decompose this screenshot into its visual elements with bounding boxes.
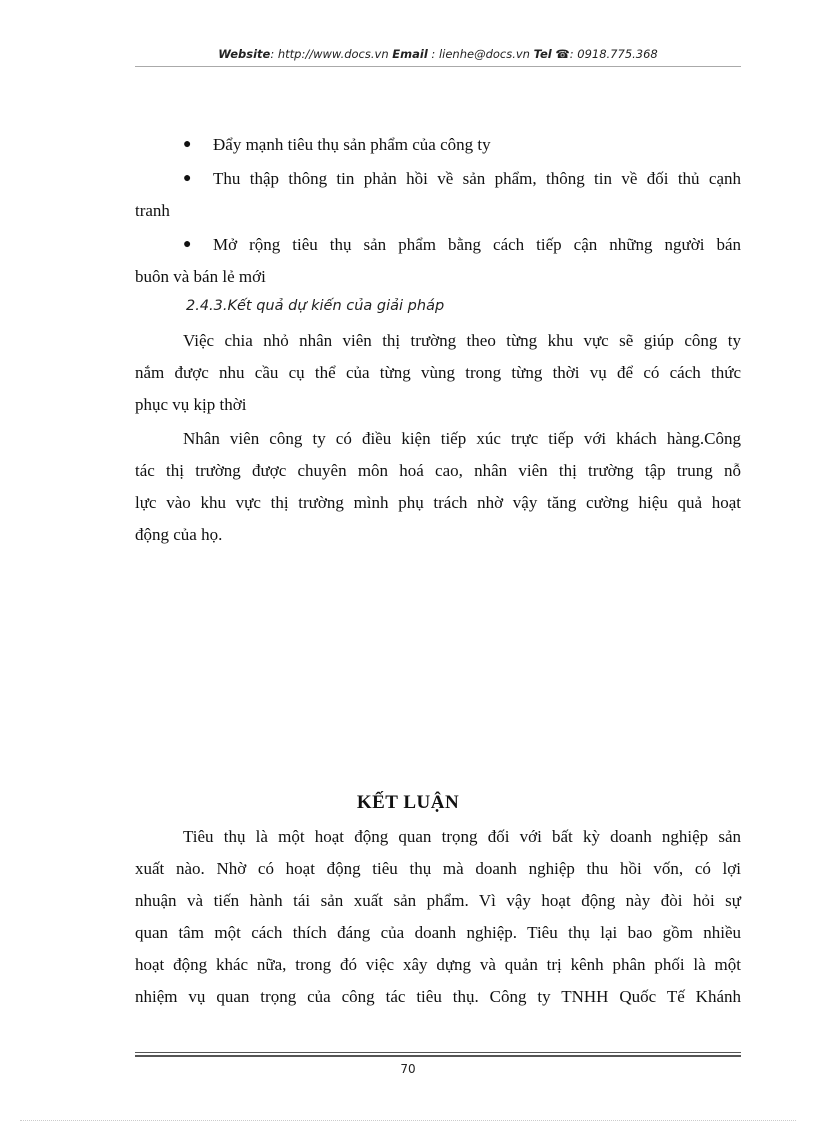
header-rule [135, 66, 741, 67]
page-edge [20, 1120, 796, 1121]
bullet-line: Thu thập thông tin phản hồi về sản phẩm, thông tin về đối thủ cạnh [213, 169, 741, 188]
website-value: : http://www.docs.vn [270, 47, 389, 61]
text-line: động của họ. [135, 525, 223, 544]
phone-icon: ☎ [555, 47, 570, 61]
text-line: nhuận và tiến hành tái sản xuất sản phẩm. Vì vậy hoạt động này đòi hỏi sự [135, 891, 741, 910]
bullet-icon: ● [183, 237, 192, 252]
text-line: nắm được nhu cầu cụ thể của từng vùng trong từng thời vụ để có cách thức [135, 363, 741, 382]
footer-rule [135, 1055, 741, 1057]
text-line: nhiệm vụ quan trọng của công tác tiêu thụ. Công ty TNHH Quốc Tế Khánh [135, 987, 741, 1006]
text-line: lực vào khu vực thị trường mình phụ trách nhờ vậy tăng cường hiệu quả hoạt [135, 493, 741, 512]
bullet-line-cont: tranh [135, 201, 170, 220]
conclusion-title: KẾT LUẬN [356, 792, 460, 813]
page-number: 70 [400, 1062, 416, 1076]
website-label: Website [218, 47, 271, 61]
bullet-icon: ● [183, 171, 192, 186]
text-line: phục vụ kịp thời [135, 395, 247, 414]
text-line: Tiêu thụ là một hoạt động quan trọng đối với bất kỳ doanh nghiệp sản [183, 827, 741, 846]
email-value: : lienhe@docs.vn [431, 47, 530, 61]
bullet-line: Đẩy mạnh tiêu thụ sản phẩm của công ty [213, 135, 491, 154]
bullet-icon: ● [183, 137, 192, 152]
tel-value: : 0918.775.368 [569, 47, 658, 61]
text-line: Việc chia nhỏ nhân viên thị trường theo từng khu vực sẽ giúp công ty [183, 331, 741, 350]
email-label: Email [392, 47, 428, 61]
text-line: quan tâm một cách thích đáng của doanh nghiệp. Tiêu thụ lại bao gồm nhiều [135, 923, 741, 942]
bullet-line: Mở rộng tiêu thụ sản phẩm bằng cách tiếp cận những người bán [213, 235, 741, 254]
page-header [135, 47, 741, 67]
bullet-line-cont: buôn và bán lẻ mới [135, 267, 266, 286]
text-line: tác thị trường được chuyên môn hoá cao, nhân viên thị trường tập trung nỗ [135, 461, 741, 480]
section-subheading: 2.4.3.Kết quả dự kiến của giải pháp [186, 298, 445, 314]
tel-label: Tel [533, 47, 552, 61]
text-line: Nhân viên công ty có điều kiện tiếp xúc trực tiếp với khách hàng.Công [183, 429, 741, 448]
text-line: xuất nào. Nhờ có hoạt động tiêu thụ mà doanh nghiệp thu hồi vốn, có lợi [135, 859, 741, 878]
text-line: hoạt động khác nữa, trong đó việc xây dựng và quản trị kênh phân phối là một [135, 955, 741, 974]
footer-rule [135, 1052, 741, 1053]
